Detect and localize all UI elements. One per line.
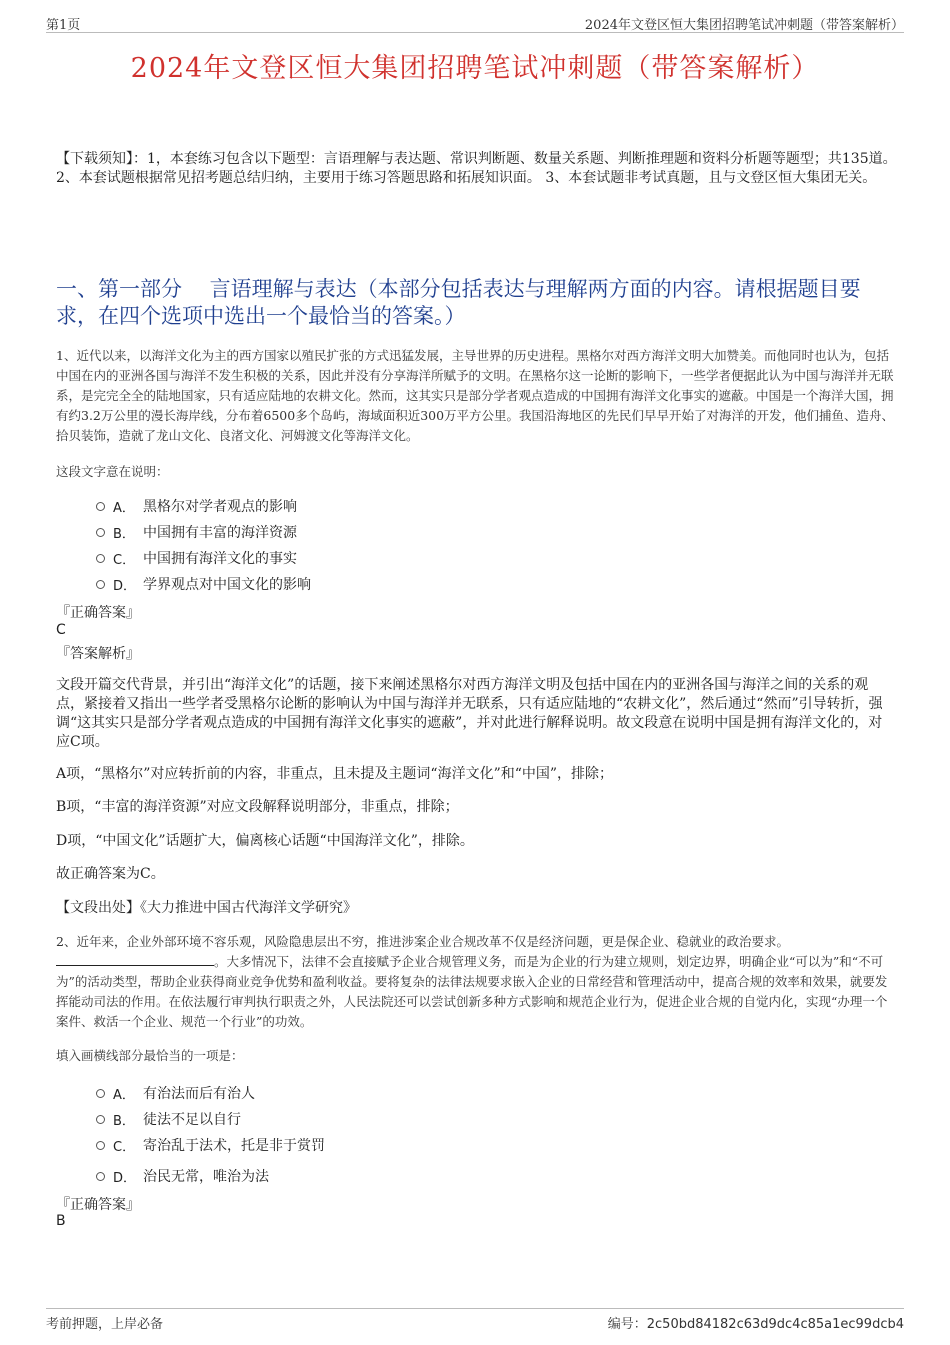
question-2-option-b[interactable] <box>96 1109 241 1129</box>
question-2-option-d[interactable] <box>96 1166 269 1186</box>
question-1-prompt: 这段文字意在说明： <box>56 464 169 479</box>
radio-icon[interactable] <box>96 502 105 511</box>
page-number: 第1页 <box>46 18 81 33</box>
question-1-analysis-d: D项，“中国文化”话题扩大，偏离核心话题“中国海洋文化”，排除。 <box>56 833 474 849</box>
option-text: 中国拥有海洋文化的事实 <box>143 551 297 567</box>
radio-icon[interactable] <box>96 554 105 563</box>
option-letter: D． <box>113 578 137 594</box>
question-1-option-b[interactable] <box>96 522 297 542</box>
question-2-text-after: 。大多情况下，法律不会直接赋予企业合规管理义务，而是为企业的行为建立规则，划定边界，明确企业“可以为”和“不可为”的活动类型，帮助企业获得商业竞争优势和盈利收益。要将复杂的法律法规要求嵌入企业的日常经营和管理活动中，提高合规的效率和效果，就要发挥能动司法的作用。在依法履行审判执行职责之外，人民法院还可以尝试创新多种方式影响和规范企业行为，促进企业合规的自觉内化，实现“办理一个案件、救活一个企业、规范一个行业”的功效。 <box>56 954 888 1029</box>
radio-icon[interactable] <box>96 1172 105 1181</box>
radio-icon[interactable] <box>96 528 105 537</box>
question-1-option-a[interactable] <box>96 496 297 516</box>
radio-icon[interactable] <box>96 580 105 589</box>
question-1-answer-label: 『正确答案』 <box>56 605 140 621</box>
download-notice: 【下载须知】：1，本套练习包含以下题型：言语理解与表达题、常识判断题、数量关系题、判断推理题和资料分析题等题型；共135道。 2、本套试题根据常见招考题总结归纳，主要用于练习答题思路和拓展知识面。 3、本套试题非考试真题，且与文登区恒大集团无关。 <box>56 151 897 186</box>
question-2-text-before: 2、近年来，企业外部环境不容乐观，风险隐患层出不穷，推进涉案企业合规改革不仅是经济问题，更是保企业、稳就业的政治要求。 <box>56 934 789 949</box>
option-letter: B． <box>113 526 135 542</box>
question-1-answer: C <box>56 622 66 638</box>
question-1-analysis-b: B项，“丰富的海洋资源”对应文段解释说明部分，非重点，排除； <box>56 799 459 815</box>
option-text: 黑格尔对学者观点的影响 <box>143 499 297 515</box>
option-text: 有治法而后有治人 <box>143 1086 255 1102</box>
footer-slogan: 考前押题，上岸必备 <box>46 1317 164 1332</box>
fill-blank <box>56 953 214 966</box>
page-footer <box>46 1308 904 1332</box>
option-letter: B． <box>113 1113 135 1129</box>
question-1-analysis-label: 『答案解析』 <box>56 646 140 662</box>
option-letter: C． <box>113 1139 136 1155</box>
question-2-text <box>56 932 898 1032</box>
footer-code <box>608 1313 904 1332</box>
option-text: 中国拥有丰富的海洋资源 <box>143 525 297 541</box>
question-1-analysis-main: 文段开篇交代背景，并引出“海洋文化”的话题，接下来阐述黑格尔对西方海洋文明及包括中国在内的亚洲各国与海洋之间的关系的观点，紧接着又指出一些学者受黑格尔论断的影响认为中国与海洋并无联系，只有适应陆地的“农耕文化”，然后通过“然而”引导转折，强调“这其实只是部分学者观点造成的中国拥有海洋文化事实的遮蔽”，并对此进行解释说明。故文段意在说明中国是拥有海洋文化的，对应C项。 <box>56 677 883 750</box>
question-2-option-c[interactable] <box>96 1135 325 1155</box>
option-text: 治民无常，唯治为法 <box>143 1169 269 1185</box>
option-letter: A． <box>113 500 135 516</box>
option-letter: A． <box>113 1087 135 1103</box>
footer-code-label: 编号： <box>607 1317 647 1332</box>
radio-icon[interactable] <box>96 1115 105 1124</box>
question-2-prompt: 填入画横线部分最恰当的一项是： <box>56 1048 244 1063</box>
question-1-option-c[interactable] <box>96 548 297 568</box>
question-2-option-a[interactable] <box>96 1083 255 1103</box>
option-letter: C． <box>113 552 136 568</box>
page-header <box>46 12 904 33</box>
section-heading: 一、第一部分 言语理解与表达（本部分包括表达与理解两方面的内容。请根据题目要求，在四个选项中选出一个最恰当的答案。） <box>56 277 861 328</box>
question-1-text: 1、近代以来，以海洋文化为主的西方国家以殖民扩张的方式迅猛发展，主导世界的历史进程。黑格尔对西方海洋文明大加赞美。而他同时也认为，包括中国在内的亚洲各国与海洋不发生积极的关系，因此并没有分享海洋所赋予的文明。在黑格尔这一论断的影响下，一些学者便据此认为中国与海洋并无联系，是完完全全的陆地国家，只有适应陆地的农耕文化。然而，这其实只是部分学者观点造成的中国拥有海洋文化事实的遮蔽。中国是一个海洋大国，拥有约3.2万公里的漫长海岸线，分布着6500多个岛屿，海域面积近300万平方公里。我国沿海地区的先民们早早开始了对海洋的开发，他们捕鱼、造舟、拾贝装饰，造就了龙山文化、良渚文化、河姆渡文化等海洋文化。 <box>56 348 895 443</box>
question-2-answer-label: 『正确答案』 <box>56 1197 140 1213</box>
question-1-analysis-a: A项，“黑格尔”对应转折前的内容，非重点，且未提及主题词“海洋文化”和“中国”，排除； <box>56 766 614 782</box>
option-text: 寄治乱于法术，托是非于赏罚 <box>143 1138 325 1154</box>
option-text: 学界观点对中国文化的影响 <box>143 577 311 593</box>
question-2-answer: B <box>56 1213 66 1229</box>
document-title: 2024年文登区恒大集团招聘笔试冲刺题（带答案解析） <box>130 53 820 84</box>
radio-icon[interactable] <box>96 1141 105 1150</box>
radio-icon[interactable] <box>96 1089 105 1098</box>
question-1-conclusion: 故正确答案为C。 <box>56 866 165 882</box>
header-doc-title: 2024年文登区恒大集团招聘笔试冲刺题（带答案解析） <box>584 18 904 33</box>
option-text: 徒法不足以自行 <box>143 1112 241 1128</box>
footer-code-value: 2c50bd84182c63d9dc4c85a1ec99dcb4 <box>646 1317 904 1332</box>
question-1-option-d[interactable] <box>96 574 311 594</box>
question-1-source: 【文段出处】《大力推进中国古代海洋文学研究》 <box>56 900 357 916</box>
option-letter: D． <box>113 1170 137 1186</box>
